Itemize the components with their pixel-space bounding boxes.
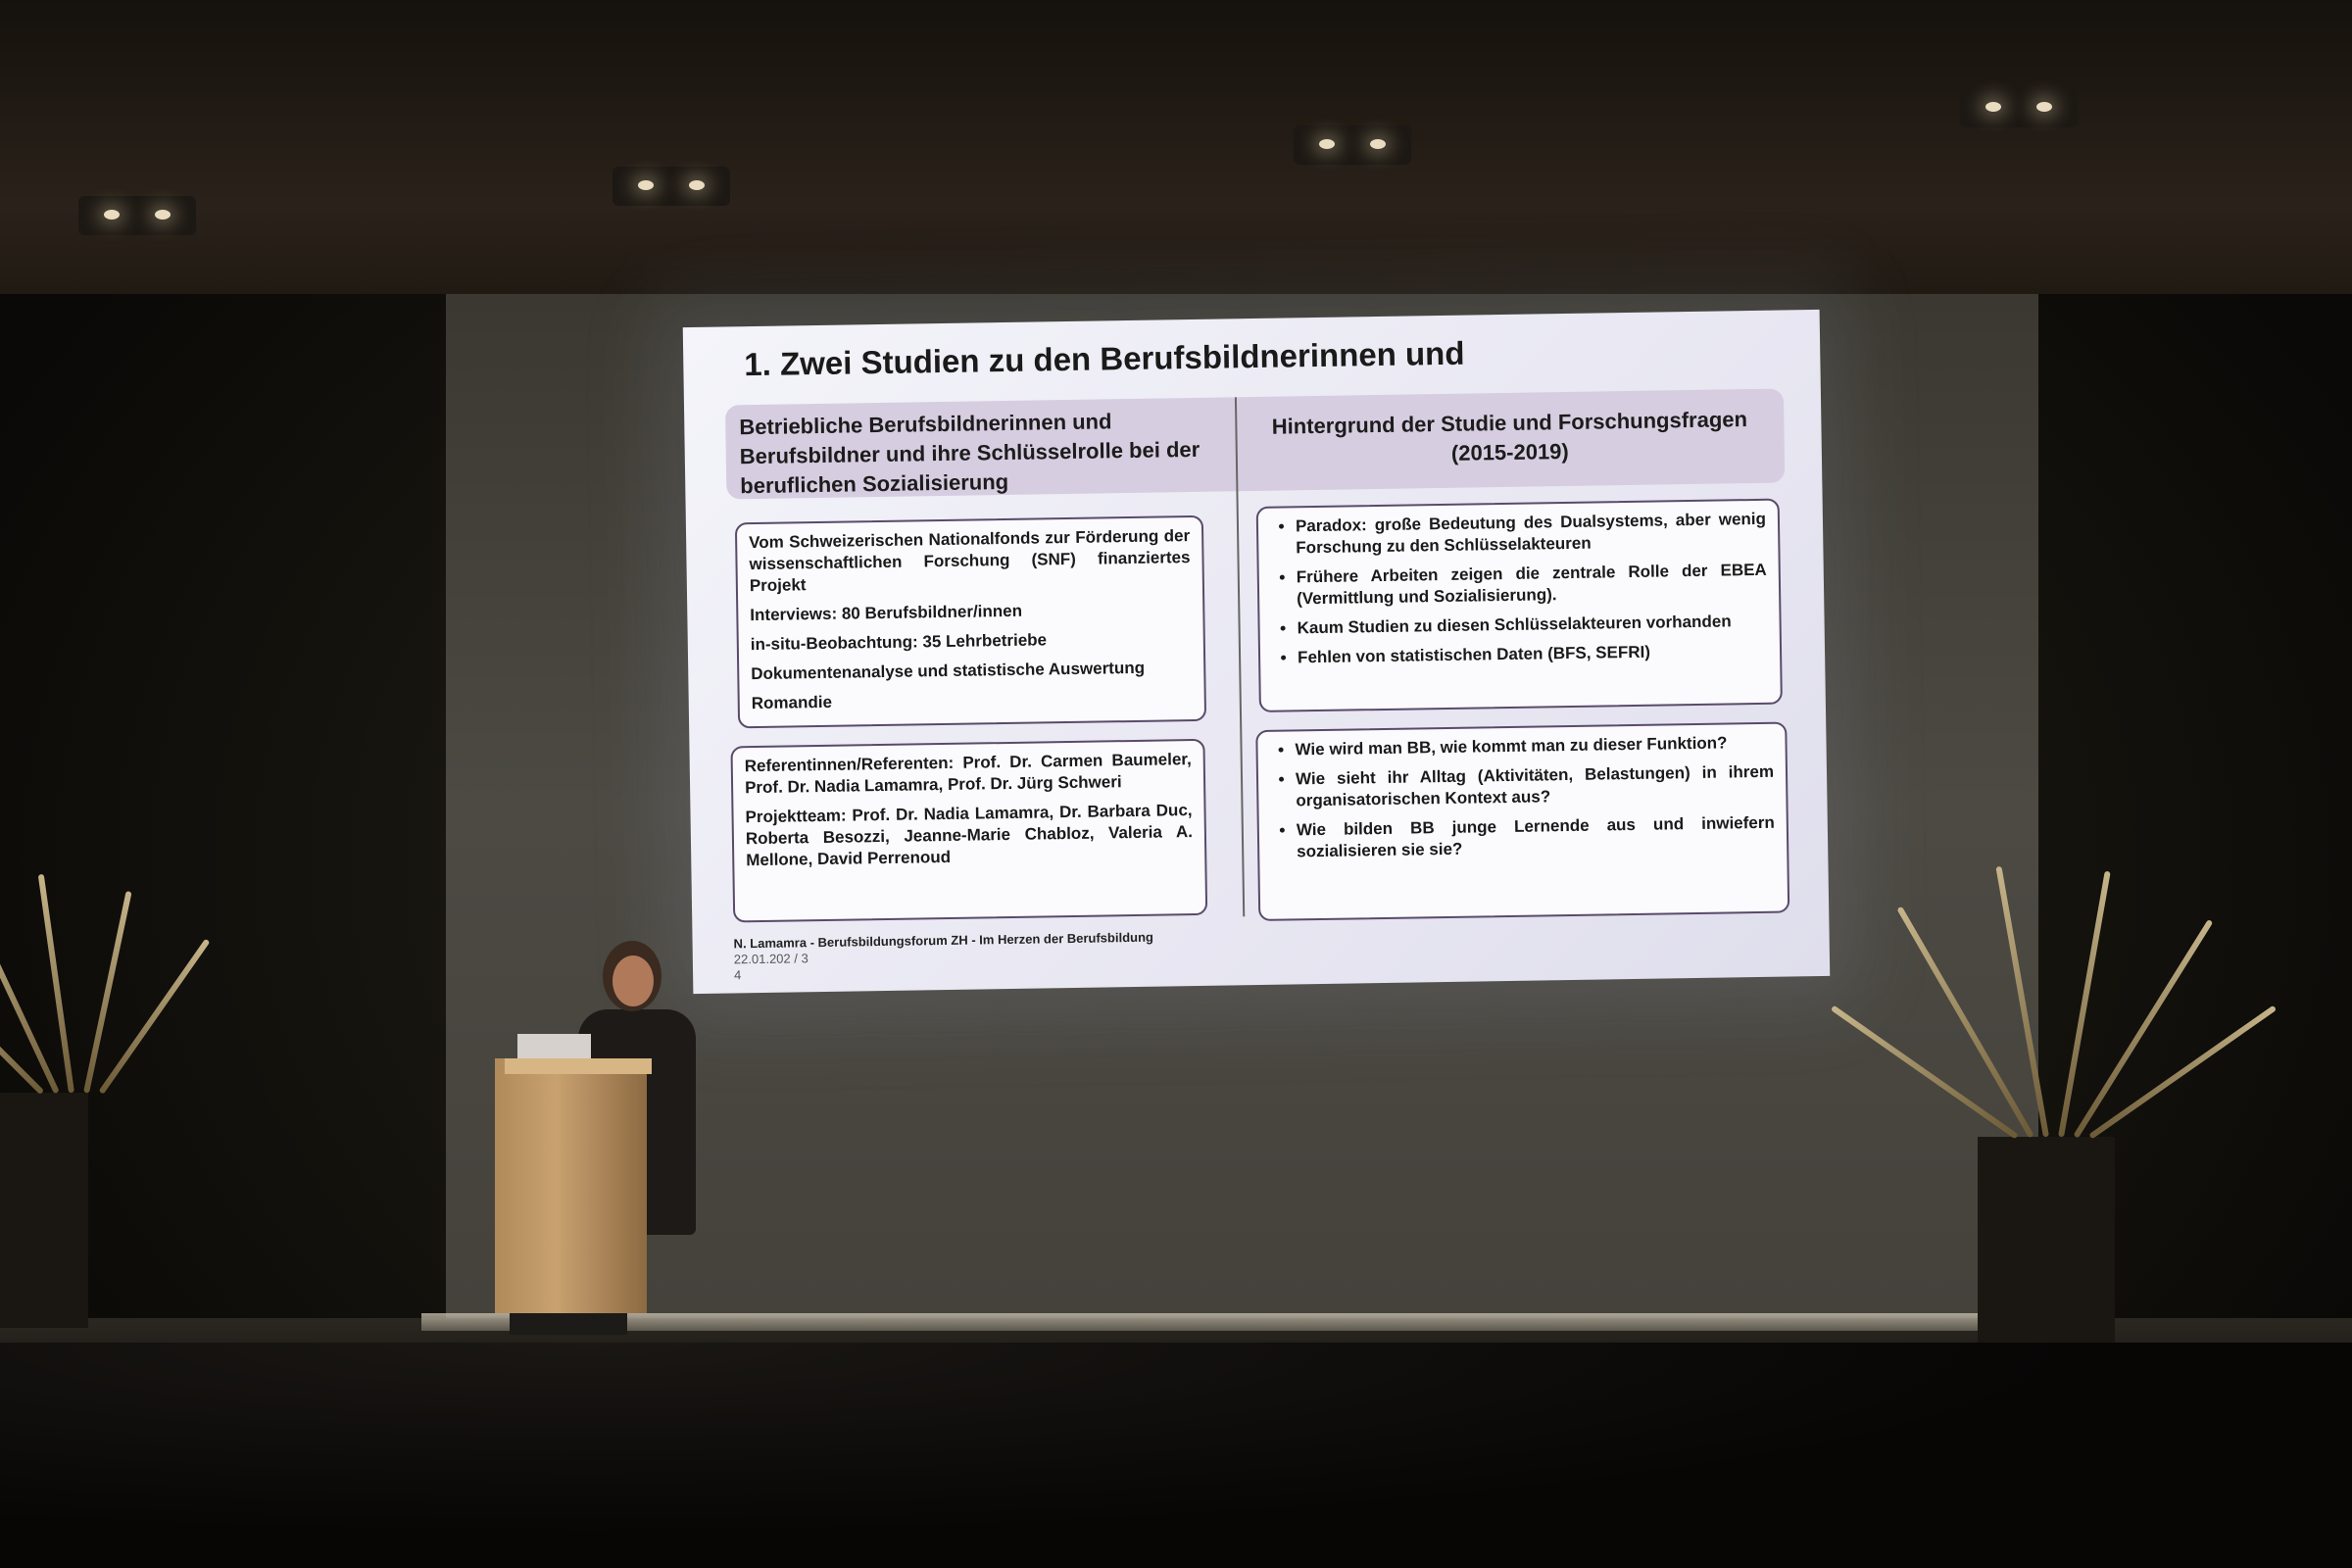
slide-page-number: 4 — [733, 967, 742, 983]
project-info-box — [735, 515, 1206, 728]
background-box — [1256, 499, 1783, 712]
lectern-top — [505, 1058, 652, 1074]
right-column-header: Hintergrund der Studie und Forschungsfragen (2015-2019) — [1235, 389, 1785, 492]
question-bullet: • Wie wird man BB, wie kommt man zu dieser Funktion? — [1295, 732, 1773, 761]
project-observation-text: in-situ-Beobachtung: 35 Lehrbetriebe — [750, 630, 1048, 655]
lectern-base — [510, 1313, 627, 1335]
slide-page-fraction: / 3 — [794, 951, 808, 966]
left-column-header: Betriebliche Berufsbildnerinnen und Berufsbildner und ihre Schlüsselrolle bei der beruflichen Sozialisierung — [725, 397, 1236, 499]
lectern — [495, 1058, 647, 1313]
projected-slide — [683, 310, 1831, 994]
slide-date-text: 22.01.202 — [733, 951, 791, 967]
project-region-text: Romandie — [751, 692, 833, 713]
background-bullet: • Frühere Arbeiten zeigen die zentrale Rolle der EBEA (Vermittlung und Sozialisierung). — [1297, 560, 1768, 611]
slide-footer: N. Lamamra - Berufsbildungsforum ZH - Im Herzen der Berufsbildung — [733, 929, 1154, 952]
ceiling-spotlight — [1294, 125, 1411, 165]
speakers-text: Referentinnen/Referenten: Prof. Dr. Carmen Baumeler, Prof. Dr. Nadia Lamamra, Prof. Dr. Jürg Schweri — [744, 750, 1192, 798]
research-questions-box — [1255, 722, 1789, 921]
background-bullet: • Kaum Studien zu diesen Schlüsselakteuren vorhanden — [1297, 611, 1767, 640]
speaker-face — [612, 956, 654, 1006]
background-bullet: • Fehlen von statistischen Daten (BFS, SEFRI) — [1298, 640, 1768, 669]
project-team-text: Projektteam: Prof. Dr. Nadia Lamamra, Dr. Barbara Duc, Roberta Besozzi, Jeanne-Marie Chabloz, Valeria A. Mellone, David Perrenoud — [745, 801, 1194, 870]
slide-title: 1. Zwei Studien zu den Berufsbildnerinnen und — [744, 334, 1465, 383]
question-bullet: • Wie sieht ihr Alltag (Aktivitäten, Belastungen) in ihrem organisatorischen Kontext aus? — [1296, 761, 1775, 812]
stage-edge — [421, 1313, 1989, 1331]
ceiling — [0, 0, 2352, 294]
ceiling-spotlight — [1960, 88, 2078, 127]
project-analysis-text: Dokumentenanalyse und statistische Auswertung — [751, 658, 1146, 684]
laptop — [517, 1034, 591, 1059]
left-plant-pot — [0, 1093, 88, 1328]
people-box — [730, 739, 1207, 923]
project-interviews-text: Interviews: 80 Berufsbildner/innen — [750, 601, 1023, 625]
project-funding-text: Vom Schweizerischen Nationalfonds zur Förderung der wissenschaftlichen Forschung (SNF) finanziertes Projekt — [749, 526, 1191, 596]
ceiling-spotlight — [78, 196, 196, 235]
ceiling-spotlight — [612, 167, 730, 206]
slide-date — [734, 951, 808, 966]
audience-silhouettes — [0, 1343, 2352, 1568]
background-bullet: • Paradox: große Bedeutung des Dualsystems, aber wenig Forschung zu den Schlüsselakteuren — [1296, 509, 1767, 560]
question-bullet: • Wie bilden BB junge Lernende aus und inwiefern sozialisieren sie sie? — [1297, 812, 1776, 863]
